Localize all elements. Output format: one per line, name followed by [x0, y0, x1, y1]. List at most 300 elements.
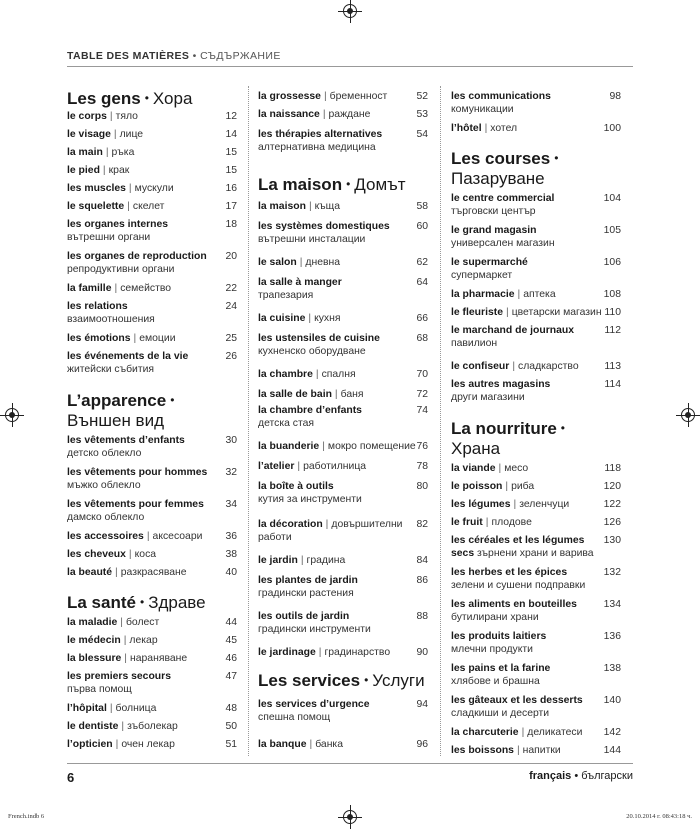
section-heading	[67, 592, 237, 613]
entry-page-number: 68	[416, 333, 428, 344]
entry-title-fr: la chambre	[258, 369, 313, 380]
entry-separator: |	[128, 183, 132, 194]
toc-entry[interactable]	[258, 128, 428, 154]
entry-separator: |	[322, 109, 326, 120]
toc-entry[interactable]	[258, 256, 428, 269]
toc-entry[interactable]	[67, 218, 237, 244]
toc-entry[interactable]	[451, 288, 621, 301]
entry-title-fr: les herbes et les épices	[451, 567, 568, 578]
entry-title-bg: цветарски магазин	[511, 307, 602, 318]
toc-entry[interactable]	[67, 548, 237, 561]
toc-entry[interactable]	[258, 610, 428, 636]
entry-title-bg: емоции	[139, 333, 176, 344]
entry-separator: |	[308, 313, 312, 324]
entry-page-number: 90	[416, 647, 428, 658]
entry-separator: |	[484, 123, 488, 134]
entry-page-number: 45	[225, 635, 237, 646]
entry-title-fr: le visage	[67, 129, 111, 140]
entry-separator: |	[516, 745, 520, 756]
entry-title-fr: les cheveux	[67, 549, 126, 560]
toc-entry[interactable]	[451, 694, 621, 720]
entry-title-fr: les organes internes	[67, 219, 169, 230]
entry-page-number: 18	[225, 219, 237, 230]
section-heading	[67, 390, 237, 431]
entry-page-number: 52	[416, 91, 428, 102]
toc-entry[interactable]	[67, 164, 237, 177]
entry-title-fr: la charcuterie	[451, 727, 519, 738]
entry-page-number: 16	[225, 183, 237, 194]
toc-entry[interactable]	[258, 440, 428, 453]
toc-entry[interactable]	[67, 738, 237, 751]
page-header	[67, 50, 281, 62]
entry-page-number: 142	[603, 727, 621, 738]
entry-title-fr: les accessoires	[67, 531, 144, 542]
entry-title-fr: la salle de bain	[258, 389, 332, 400]
toc-entry[interactable]	[67, 282, 237, 295]
toc-entry[interactable]	[451, 224, 621, 250]
column-divider-1	[248, 86, 249, 756]
entry-title-bg: трапезария	[258, 290, 314, 301]
entry-title-fr: l’hôpital	[67, 703, 107, 714]
entry-page-number: 25	[225, 333, 237, 344]
toc-entry[interactable]	[67, 498, 237, 524]
entry-title-bg: дамско облекло	[67, 512, 145, 523]
toc-entry[interactable]	[258, 738, 428, 751]
toc-entry[interactable]	[258, 332, 428, 358]
toc-entry[interactable]	[451, 324, 621, 350]
entry-title-fr: les plantes de jardin	[258, 575, 358, 586]
toc-entry[interactable]	[67, 250, 237, 276]
entry-page-number: 114	[604, 379, 621, 390]
toc-entry[interactable]	[451, 256, 621, 282]
print-date-info: 20.10.2014 г. 08:43:18 ч.	[626, 813, 692, 820]
entry-title-fr: la buanderie	[258, 441, 320, 452]
entry-title-bg: вътрешни органи	[67, 232, 151, 243]
footer-lang-separator: •	[574, 770, 579, 782]
entry-page-number: 22	[225, 283, 237, 294]
header-title-fr: TABLE DES MATIÈRES	[67, 50, 190, 62]
entry-separator: |	[124, 653, 127, 664]
entry-title-bg: зеленчуци	[519, 499, 570, 510]
entry-page-number: 50	[225, 721, 237, 732]
entry-page-number: 48	[225, 703, 237, 714]
entry-page-number: 106	[603, 257, 621, 268]
toc-entry[interactable]	[258, 646, 428, 659]
entry-title-bg: лице	[119, 129, 144, 140]
entry-page-number: 118	[604, 463, 621, 474]
toc-entry[interactable]	[451, 726, 621, 739]
entry-title-fr: le grand magasin	[451, 225, 537, 236]
entry-title-fr: la famille	[67, 283, 112, 294]
entry-title-bg: взаимоотношения	[67, 314, 155, 325]
entry-separator: |	[128, 549, 132, 560]
toc-entry[interactable]	[258, 480, 428, 506]
toc-entry[interactable]	[67, 182, 237, 195]
entry-separator: |	[322, 441, 325, 452]
section-title-fr: Les services	[258, 671, 361, 690]
entry-page-number: 64	[416, 277, 428, 288]
entry-title-bg: аксесоари	[152, 531, 203, 542]
entry-title-bg: мускули	[134, 183, 174, 194]
entry-separator: |	[318, 647, 322, 658]
entry-title-bg: бременност	[329, 91, 388, 102]
toc-entry[interactable]	[451, 122, 621, 135]
entry-page-number: 98	[609, 91, 621, 102]
toc-entry[interactable]	[258, 460, 428, 473]
section-title-fr: Les gens	[67, 89, 141, 108]
entry-title-bg: сладкарство	[518, 361, 579, 372]
section-heading	[451, 148, 621, 189]
toc-entry[interactable]	[258, 404, 428, 430]
entry-title-fr: la maison	[258, 201, 306, 212]
entry-page-number: 100	[603, 123, 621, 134]
entry-page-number: 108	[603, 289, 621, 300]
entry-page-number: 40	[225, 567, 237, 578]
entry-page-number: 80	[416, 481, 428, 492]
entry-title-bg: тяло	[115, 111, 138, 122]
toc-entry[interactable]	[258, 200, 428, 213]
entry-separator: |	[505, 481, 509, 492]
entry-title-bg: млечни продукти	[451, 644, 533, 655]
entry-title-bg: хлябове и брашна	[451, 676, 540, 687]
toc-entry[interactable]	[67, 634, 237, 647]
toc-entry[interactable]	[451, 192, 621, 218]
entry-title-bg: други магазини	[451, 392, 525, 403]
toc-entry[interactable]	[67, 146, 237, 159]
entry-separator: |	[115, 739, 119, 750]
entry-page-number: 86	[416, 575, 428, 586]
entry-title-bg: болест	[125, 617, 160, 628]
toc-entry[interactable]	[451, 360, 621, 373]
section-title-bg: Домът	[354, 175, 406, 194]
entry-page-number: 126	[603, 517, 621, 528]
toc-entry[interactable]	[451, 534, 621, 560]
entry-title-bg: скелет	[132, 201, 165, 212]
entry-title-fr: le fleuriste	[451, 307, 503, 318]
entry-title-bg: месо	[504, 463, 529, 474]
entry-title-bg: баня	[340, 389, 364, 400]
footer-languages	[529, 770, 633, 782]
entry-title-bg: супермаркет	[451, 270, 513, 281]
entry-separator: |	[102, 165, 106, 176]
entry-separator: |	[133, 333, 137, 344]
section-title-fr: La nourriture	[451, 419, 557, 438]
section-title-bg: Външен вид	[67, 411, 165, 430]
entry-title-fr: les vêtements pour femmes	[67, 499, 204, 510]
entry-page-number: 32	[225, 467, 237, 478]
entry-page-number: 84	[416, 555, 428, 566]
toc-entry[interactable]	[451, 566, 621, 592]
entry-page-number: 17	[225, 201, 237, 212]
entry-page-number: 132	[603, 567, 621, 578]
entry-separator: |	[127, 201, 130, 212]
entry-separator: |	[109, 111, 113, 122]
entry-title-fr: les céréales et les légumes	[451, 535, 585, 546]
section-title-bg: Храна	[451, 439, 501, 458]
section-heading	[451, 418, 621, 459]
toc-entry[interactable]	[258, 574, 428, 600]
entry-title-fr: les boissons	[451, 745, 514, 756]
entry-title-bg: напитки	[522, 745, 561, 756]
entry-page-number: 144	[603, 745, 621, 756]
entry-separator: |	[505, 307, 509, 318]
toc-entry[interactable]	[258, 698, 428, 724]
entry-title-bg: крак	[108, 165, 130, 176]
page-number: 6	[67, 770, 75, 785]
entry-title-bg: работилница	[303, 461, 367, 472]
toc-entry[interactable]	[451, 630, 621, 656]
entry-title-fr: la banque	[258, 739, 307, 750]
entry-page-number: 104	[603, 193, 621, 204]
section-heading	[67, 88, 237, 109]
entry-title-fr: les relations	[67, 301, 128, 312]
entry-title-fr: les thérapies alternatives	[258, 129, 383, 140]
entry-page-number: 88	[416, 611, 428, 622]
entry-title-fr: le marchand de journaux	[451, 325, 574, 336]
entry-title-bg: павилион	[451, 338, 498, 349]
toc-entry[interactable]	[258, 368, 428, 381]
section-title-fr: L’apparence	[67, 391, 167, 410]
toc-entry[interactable]	[258, 90, 428, 103]
entry-title-bg: кутия за инструменти	[258, 494, 362, 505]
entry-page-number: 76	[416, 441, 428, 452]
toc-entry[interactable]	[258, 554, 428, 567]
footer-lang-fr: français	[529, 770, 572, 782]
entry-title-bg: градински растения	[258, 588, 354, 599]
entry-page-number: 26	[225, 351, 237, 362]
entry-title-bg: аптека	[523, 289, 556, 300]
header-title-bg: СЪДЪРЖАНИЕ	[200, 50, 281, 62]
entry-title-fr: les services d’urgence	[258, 699, 370, 710]
section-bullet: •	[170, 393, 175, 407]
entry-title-fr: le fruit	[451, 517, 483, 528]
toc-entry[interactable]	[451, 498, 621, 511]
entry-title-fr: le corps	[67, 111, 107, 122]
toc-entry[interactable]	[258, 518, 428, 544]
section-title-fr: La maison	[258, 175, 343, 194]
entry-title-fr: les produits laitiers	[451, 631, 547, 642]
entry-title-bg: житейски събития	[67, 364, 155, 375]
entry-title-bg: риба	[511, 481, 535, 492]
registration-mark-bottom	[343, 810, 357, 824]
entry-title-fr: les événements de la vie	[67, 351, 189, 362]
entry-page-number: 130	[603, 535, 621, 546]
entry-title-bg: детска стая	[258, 418, 315, 429]
entry-title-fr: les légumes	[451, 499, 511, 510]
entry-separator: |	[114, 283, 118, 294]
section-title-fr: La santé	[67, 593, 136, 612]
entry-page-number: 96	[416, 739, 428, 750]
entry-title-fr: les pains et la farine	[451, 663, 551, 674]
entry-title-bg: деликатеси	[527, 727, 583, 738]
section-title-bg: Пазаруване	[451, 169, 545, 188]
entry-page-number: 46	[225, 653, 237, 664]
entry-title-fr: le jardin	[258, 555, 298, 566]
entry-separator: |	[315, 369, 319, 380]
entry-title-fr: la main	[67, 147, 103, 158]
entry-title-bg: бутилирани храни	[451, 612, 539, 623]
entry-page-number: 82	[416, 519, 428, 530]
toc-entry[interactable]	[258, 312, 428, 325]
entry-title-bg: довършителни	[331, 519, 403, 530]
toc-entry[interactable]	[451, 744, 621, 757]
print-file-info: French.indb 6	[8, 813, 45, 820]
entry-title-fr: les vêtements d’enfants	[67, 435, 185, 446]
entry-page-number: 24	[225, 301, 237, 312]
entry-title-fr: les premiers secours	[67, 671, 171, 682]
toc-entry[interactable]	[451, 598, 621, 624]
toc-entry[interactable]	[258, 220, 428, 246]
toc-entry[interactable]	[67, 434, 237, 460]
toc-entry[interactable]	[451, 662, 621, 688]
toc-entry[interactable]	[258, 388, 428, 401]
entry-title-bg: плодове	[491, 517, 532, 528]
entry-title-bg: семейство	[120, 283, 172, 294]
entry-title-bg: болница	[115, 703, 157, 714]
toc-entry[interactable]	[67, 566, 237, 579]
entry-page-number: 110	[604, 307, 621, 318]
entry-title-fr: la salle à manger	[258, 277, 342, 288]
toc-entry[interactable]	[67, 466, 237, 492]
entry-title-fr: les autres magasins	[451, 379, 551, 390]
entry-page-number: 34	[225, 499, 237, 510]
entry-separator: |	[123, 635, 127, 646]
entry-title-bg: зъболекар	[127, 721, 178, 732]
toc-entry[interactable]	[67, 720, 237, 733]
entry-page-number: 15	[225, 165, 237, 176]
entry-title-fr: le supermarché	[451, 257, 528, 268]
entry-title-fr: les aliments en bouteilles	[451, 599, 577, 610]
entry-page-number: 140	[603, 695, 621, 706]
entry-title-fr: le poisson	[451, 481, 503, 492]
entry-title-bg: вътрешни инсталации	[258, 234, 366, 245]
entry-separator: |	[105, 147, 109, 158]
entry-page-number: 30	[225, 435, 237, 446]
entry-title-fr: la grossesse	[258, 91, 321, 102]
toc-entry[interactable]	[67, 300, 237, 326]
toc-entry[interactable]	[67, 652, 237, 665]
entry-title-bg: зелени и сушени подправки	[451, 580, 586, 591]
section-bullet: •	[560, 421, 565, 435]
entry-title-bg: банка	[315, 739, 343, 750]
entry-title-bg: градина	[306, 555, 346, 566]
entry-title-fr: la cuisine	[258, 313, 306, 324]
entry-page-number: 14	[225, 129, 237, 140]
column-divider-2	[440, 86, 441, 756]
section-heading	[258, 670, 428, 691]
entry-page-number: 105	[603, 225, 621, 236]
entry-separator: |	[334, 389, 338, 400]
entry-title-bg: репродуктивни органи	[67, 264, 175, 275]
entry-title-fr: le confiseur	[451, 361, 510, 372]
entry-title-fr: les communications	[451, 91, 551, 102]
section-bullet: •	[364, 673, 369, 687]
toc-entry[interactable]	[67, 200, 237, 213]
entry-separator: |	[517, 289, 521, 300]
entry-title-fr: les systèmes domestiques	[258, 221, 390, 232]
entry-separator: |	[309, 739, 313, 750]
entry-title-bg: кухня	[314, 313, 341, 324]
entry-separator: |	[498, 463, 502, 474]
entry-title-fr: le pied	[67, 165, 100, 176]
toc-entry[interactable]	[451, 462, 621, 475]
entry-title-fr: la maladie	[67, 617, 118, 628]
entry-separator: |	[120, 617, 123, 628]
entry-title-bg: хотел	[490, 123, 518, 134]
entry-title-fr: la chambre d’enfants	[258, 405, 362, 416]
toc-entry[interactable]	[451, 516, 621, 529]
toc-entry[interactable]	[67, 702, 237, 715]
toc-entry[interactable]	[258, 108, 428, 121]
section-bullet: •	[144, 91, 149, 105]
entry-page-number: 136	[603, 631, 621, 642]
toc-entry[interactable]	[67, 350, 237, 376]
entry-separator: |	[299, 257, 303, 268]
toc-entry[interactable]	[451, 90, 621, 116]
registration-mark-top	[343, 4, 357, 18]
entry-title-bg: лекар	[129, 635, 158, 646]
section-title-fr: Les courses	[451, 149, 551, 168]
entry-title-fr: la pharmacie	[451, 289, 515, 300]
entry-separator: |	[325, 519, 329, 530]
section-bullet: •	[554, 151, 559, 165]
toc-entry[interactable]	[451, 480, 621, 493]
entry-page-number: 70	[416, 369, 428, 380]
entry-title-fr: les gâteaux et les desserts	[451, 695, 583, 706]
toc-entry[interactable]	[67, 530, 237, 543]
toc-entry[interactable]	[67, 110, 237, 123]
entry-title-fr: le salon	[258, 257, 297, 268]
entry-title-bg: първа помощ	[67, 684, 132, 695]
toc-entry[interactable]	[67, 128, 237, 141]
entry-title-bg: коса	[134, 549, 157, 560]
entry-title-bg: градински инструменти	[258, 624, 371, 635]
toc-entry[interactable]	[258, 276, 428, 302]
toc-entry[interactable]	[67, 670, 237, 696]
toc-entry[interactable]	[67, 616, 237, 629]
entry-page-number: 54	[416, 129, 428, 140]
entry-title-bg: дневна	[305, 257, 341, 268]
section-title-bg: Услуги	[372, 671, 425, 690]
entry-title-fr: les muscles	[67, 183, 126, 194]
entry-page-number: 51	[225, 739, 237, 750]
entry-title-bg: градинарство	[324, 647, 391, 658]
entry-separator: |	[109, 703, 113, 714]
registration-mark-left	[5, 408, 19, 422]
entry-page-number: 122	[603, 499, 621, 510]
entry-page-number: 36	[225, 531, 237, 542]
toc-entry[interactable]	[451, 378, 621, 404]
registration-mark-right	[681, 408, 695, 422]
entry-title-fr: la blessure	[67, 653, 122, 664]
entry-title-bg: кухненско оборудване	[258, 346, 366, 357]
entry-page-number: 78	[416, 461, 428, 472]
entry-page-number: 62	[416, 257, 428, 268]
section-title-bg: Здраве	[148, 593, 206, 612]
entry-title-bg: сладкиши и десерти	[451, 708, 550, 719]
section-bullet: •	[139, 595, 145, 609]
entry-title-bg: универсален магазин	[451, 238, 555, 249]
entry-page-number: 94	[416, 699, 428, 710]
entry-page-number: 58	[416, 201, 428, 212]
toc-entry[interactable]	[67, 332, 237, 345]
entry-title-fr: la beauté	[67, 567, 113, 578]
toc-entry[interactable]	[451, 306, 621, 319]
entry-title-bg: мъжко облекло	[67, 480, 141, 491]
entry-title-fr: le jardinage	[258, 647, 316, 658]
entry-page-number: 12	[225, 111, 237, 122]
entry-title-fr: le centre commercial	[451, 193, 555, 204]
